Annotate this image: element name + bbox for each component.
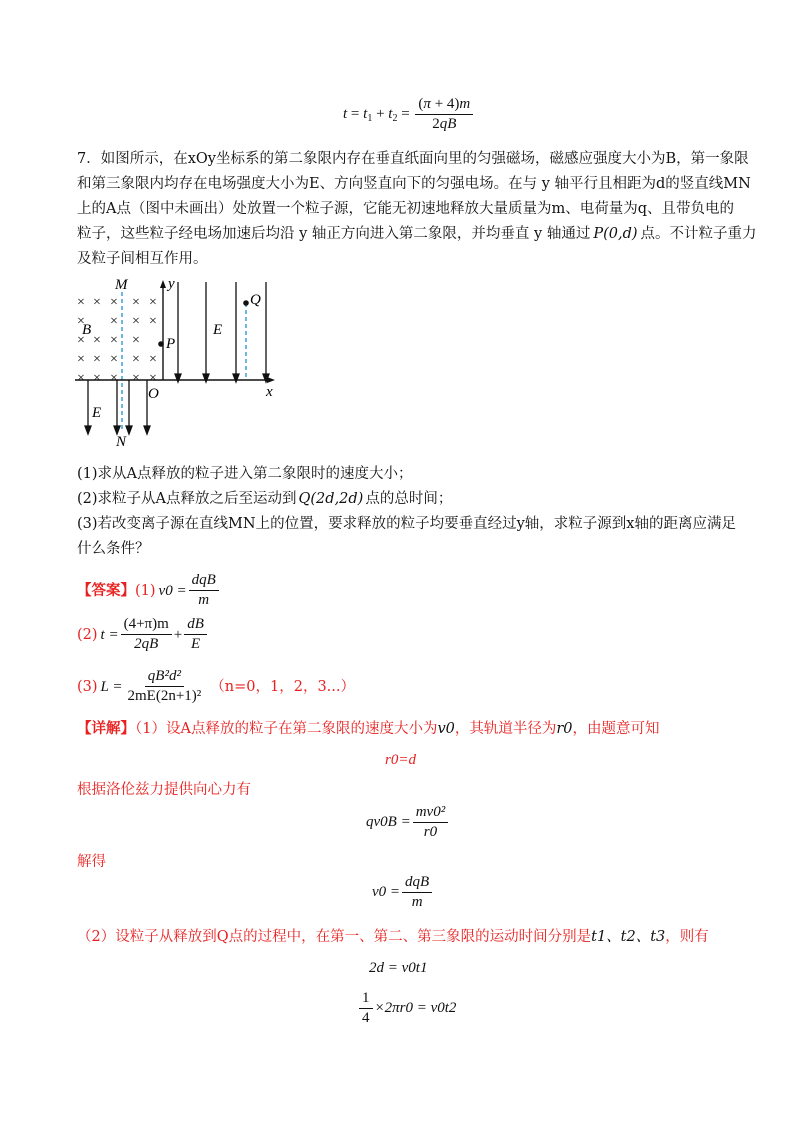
detail-line-1 xyxy=(77,719,660,739)
cross-mark: × xyxy=(77,352,85,367)
label-y: y xyxy=(168,276,175,292)
answer-label: 【答案】 xyxy=(77,581,135,599)
cross-mark: × xyxy=(132,314,140,329)
equation-r0: r0=d xyxy=(385,752,416,768)
answer-1-lhs: v0 = xyxy=(158,582,187,599)
answer-3-fraction: $\frac{\text{qB²d²}}{\text{2mE(2n+1)²}}$ xyxy=(127,668,202,704)
question-3-line-2: 什么条件？ xyxy=(77,541,150,557)
problem-line-4-a: 粒子，这些粒子经电场加速后均沿 y 轴正方向进入第二象限，并均垂直 y 轴通过 xyxy=(77,226,591,242)
answer-2 xyxy=(77,616,209,653)
label-b: B xyxy=(82,322,92,338)
answer-3-prefix: (3) xyxy=(77,678,98,695)
detail-1-r0: r0 xyxy=(556,721,573,737)
equation-2d: 2d = v0t1 xyxy=(369,960,428,976)
detail-line-3: 解得 xyxy=(77,854,106,870)
question-2 xyxy=(77,489,452,509)
label-n: N xyxy=(116,434,127,450)
detail-1-a: （1）设A点释放的粒子在第二象限的速度大小为 xyxy=(135,721,438,737)
cross-mark: × xyxy=(93,352,101,367)
label-x: x xyxy=(266,384,273,400)
question-1: (1)求从A点释放的粒子进入第二象限时的速度大小； xyxy=(77,466,413,482)
detail-line-2: 根据洛伦兹力提供向心力有 xyxy=(77,782,251,798)
problem-line-1: 7．如图所示，在xOy坐标系的第二象限内存在垂直纸面向里的匀强磁场，磁感应强度大小为B，第一象限 xyxy=(77,151,749,167)
problem-line-3: 上的A点（图中未画出）处放置一个粒子源，它能无初速地释放大量质量为m、电荷量为q、且带负电的 xyxy=(77,201,734,217)
point-p xyxy=(158,341,164,347)
field-arrow xyxy=(85,426,91,434)
equation-force xyxy=(366,804,450,841)
label-e-top: E xyxy=(213,322,223,338)
point-q xyxy=(243,300,249,306)
cross-mark: × xyxy=(93,371,101,386)
cross-mark: × xyxy=(77,295,85,310)
field-arrow xyxy=(233,374,239,382)
answer-2-lhs: t = xyxy=(100,626,119,643)
field-arrow xyxy=(126,426,132,434)
y-axis-arrow xyxy=(160,280,166,288)
cross-mark: × xyxy=(77,314,85,329)
answer-1-prefix: (1) xyxy=(135,582,156,599)
point-p-coord: P(0,d) xyxy=(593,226,638,242)
field-arrow xyxy=(203,374,209,382)
cross-mark: × xyxy=(149,295,157,310)
answer-1-fraction: $\frac{\text{dqB}}{m}$ xyxy=(189,572,219,609)
answer-3 xyxy=(77,668,355,705)
cross-mark: × xyxy=(77,371,85,386)
detail-4-a: （2）设粒子从释放到Q点的过程中，在第一、第二、第三象限的运动时间分别是 xyxy=(77,929,592,945)
equation-v0-lhs: v0 = xyxy=(372,884,401,900)
top-equation: $t = t_1 + t_2$ = $\frac{(\pi + 4)m}{2qB}$ xyxy=(343,96,475,133)
cross-mark: × xyxy=(77,333,85,348)
equation-force-fraction: $\frac{\text{mv0²}}{r0}$ xyxy=(413,804,449,841)
detail-1-e: ，由题意可知 xyxy=(572,721,660,737)
equation-quarter-rest: ×2πr0 = v0t2 xyxy=(374,1000,457,1016)
physics-diagram xyxy=(70,272,285,457)
detail-line-4 xyxy=(77,927,709,947)
equation-quarter-fraction: $\frac{1}{4}$ xyxy=(359,990,373,1027)
question-2-a: (2)求粒子从A点释放之后至运动到 xyxy=(77,491,297,507)
problem-line-2: 和第三象限内均存在电场强度大小为E、方向竖直向下的匀强电场。在与 y 轴平行且相距为d的竖直线MN xyxy=(77,176,751,192)
label-m: M xyxy=(115,277,128,293)
field-arrow xyxy=(144,426,150,434)
answer-3-lhs: L = xyxy=(100,678,123,695)
cross-mark: × xyxy=(132,333,140,348)
cross-mark: × xyxy=(110,371,118,386)
label-o: O xyxy=(148,386,159,402)
cross-mark: × xyxy=(149,352,157,367)
label-p: P xyxy=(166,336,176,352)
detail-4-c: ，则有 xyxy=(665,929,709,945)
question-2-c: 点的总时间； xyxy=(365,491,453,507)
cross-mark: × xyxy=(149,314,157,329)
field-arrow xyxy=(114,426,120,434)
equation-v0-fraction: $\frac{\text{dqB}}{m}$ xyxy=(402,874,432,911)
cross-mark: × xyxy=(132,352,140,367)
cross-mark: × xyxy=(93,295,101,310)
question-3-line-1: (3)若改变离子源在直线MN上的位置，要求释放的粒子均要垂直经过y轴，求粒子源到x轴的距离应满足 xyxy=(77,516,736,532)
answer-1 xyxy=(77,572,221,609)
answer-2-plus: + xyxy=(173,626,183,643)
problem-line-4-c: 点。不计粒子重力 xyxy=(640,226,757,242)
cross-mark: × xyxy=(110,352,118,367)
detail-4-times: t1、t2、t3 xyxy=(591,929,666,945)
label-q: Q xyxy=(250,292,261,308)
detail-label: 【详解】 xyxy=(77,720,135,737)
equation-v0 xyxy=(372,874,434,911)
label-e-bottom: E xyxy=(92,405,102,421)
cross-mark: × xyxy=(149,371,157,386)
cross-mark: × xyxy=(132,371,140,386)
cross-mark: × xyxy=(93,333,101,348)
detail-1-c: ，其轨道半径为 xyxy=(454,721,557,737)
point-q-coord: Q(2d,2d) xyxy=(298,491,364,507)
equation-force-lhs: qv0B = xyxy=(366,814,411,830)
magnetic-field-crosses xyxy=(77,295,157,386)
cross-mark: × xyxy=(132,295,140,310)
cross-mark: × xyxy=(110,314,118,329)
detail-1-v0: v0 xyxy=(437,721,455,737)
problem-line-5: 及粒子间相互作用。 xyxy=(77,251,208,267)
cross-mark: × xyxy=(110,295,118,310)
equation-quarter xyxy=(357,990,456,1027)
answer-3-condition: （n=0，1，2，3...） xyxy=(210,678,355,695)
answer-2-fraction-2: $\frac{dB}{E}$ xyxy=(184,616,207,653)
field-arrow xyxy=(175,374,181,382)
cross-mark: × xyxy=(110,333,118,348)
problem-line-4 xyxy=(77,224,757,244)
answer-2-prefix: (2) xyxy=(77,626,98,643)
answer-2-fraction-1: $\frac{(4+\pi)m}{2qB}$ xyxy=(121,616,172,653)
